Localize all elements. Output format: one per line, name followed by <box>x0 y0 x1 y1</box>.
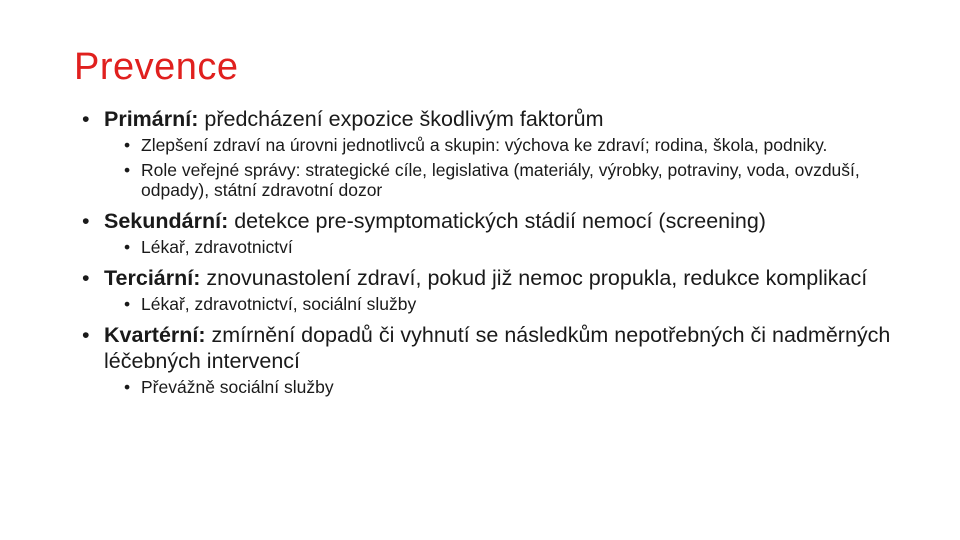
list-item-tertiary <box>82 265 932 314</box>
list-item-primary <box>82 106 932 200</box>
bullet-icon: • <box>124 377 131 397</box>
slide-title: Prevence <box>74 46 239 88</box>
bullet-icon: • <box>124 160 131 180</box>
item-text: znovunastolení zdraví, pokud již nemoc propukla, redukce komplikací <box>200 266 868 290</box>
bullet-icon: • <box>124 237 131 257</box>
sub-list <box>104 294 932 314</box>
sub-list <box>104 135 932 200</box>
list-item-secondary <box>82 208 932 257</box>
sub-item-text: Lékař, zdravotnictví <box>141 237 293 257</box>
bullet-icon: • <box>82 266 90 290</box>
bullet-icon: • <box>82 107 90 131</box>
item-term: Kvartérní: <box>104 323 206 347</box>
item-text: zmírnění dopadů či vyhnutí se následkům nepotřebných či nadměrných léčebných intervencí <box>104 323 891 373</box>
sub-item-text: Zlepšení zdraví na úrovni jednotlivců a skupin: výchova ke zdraví; rodina, škola, podniky. <box>141 135 828 155</box>
item-text: předcházení expozice škodlivým faktorům <box>198 107 604 131</box>
item-term: Primární: <box>104 107 199 131</box>
slide-content <box>82 106 932 405</box>
sub-list-item <box>104 377 932 397</box>
sub-list-item <box>104 294 932 314</box>
list-item-quaternary <box>82 322 932 397</box>
item-term: Terciární: <box>104 266 201 290</box>
sub-list <box>104 377 932 397</box>
sub-item-text: Lékař, zdravotnictví, sociální služby <box>141 294 417 314</box>
bullet-icon: • <box>124 294 131 314</box>
item-text: detekce pre-symptomatických stádií nemocí (screening) <box>228 209 766 233</box>
sub-item-text: Role veřejné správy: strategické cíle, legislativa (materiály, výrobky, potraviny, voda, ovzduší, odpady), státní zdravotní dozor <box>141 160 860 200</box>
sub-item-text: Převážně sociální služby <box>141 377 334 397</box>
sub-list-item <box>104 135 932 155</box>
item-term: Sekundární: <box>104 209 229 233</box>
sub-list-item <box>104 237 932 257</box>
sub-list <box>104 237 932 257</box>
bullet-icon: • <box>124 135 131 155</box>
sub-list-item <box>104 160 932 200</box>
bullet-icon: • <box>82 323 90 347</box>
bullet-icon: • <box>82 209 90 233</box>
